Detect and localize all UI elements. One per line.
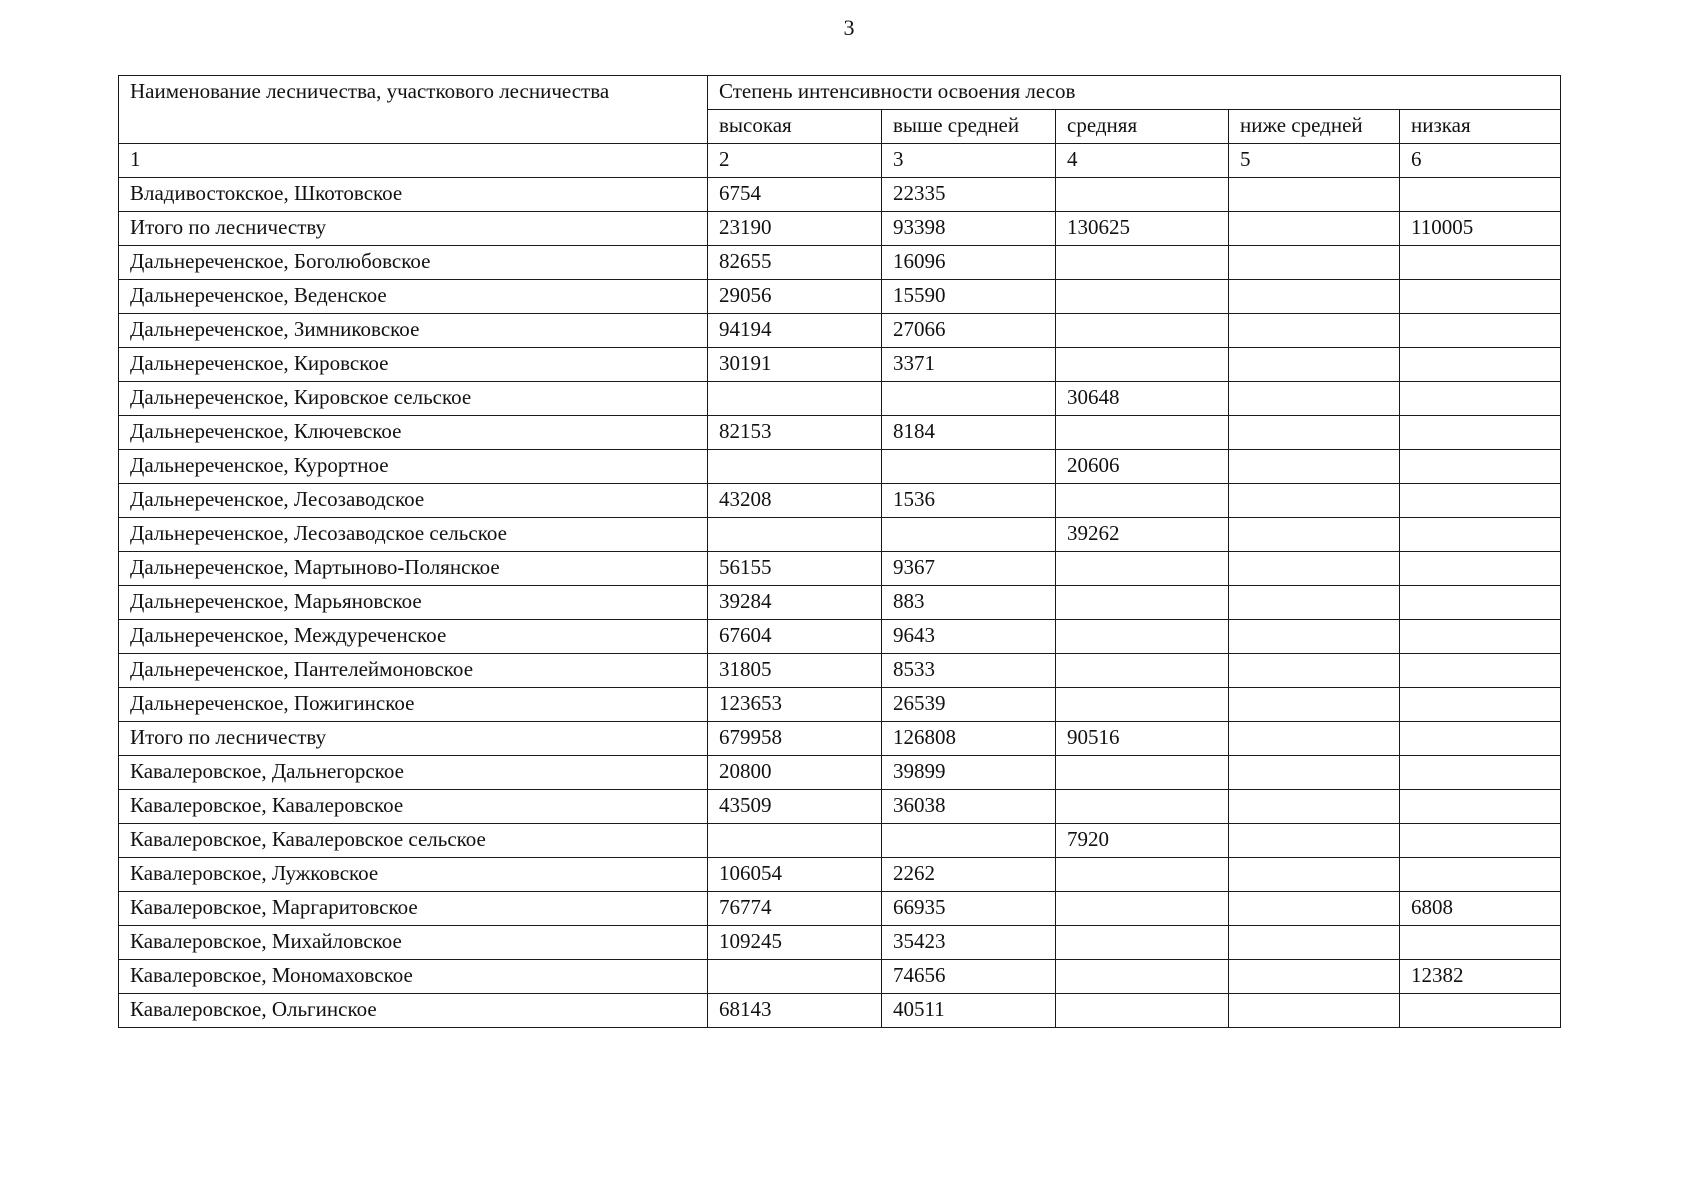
forestry-name-cell: Кавалеровское, Кавалеровское (119, 790, 708, 824)
below-average-value-cell (1229, 756, 1400, 790)
table-row (119, 654, 1561, 688)
column-number: 1 (119, 144, 708, 178)
header-level-average: средняя (1056, 110, 1229, 144)
table-row (119, 246, 1561, 280)
above-average-value-cell: 2262 (882, 858, 1056, 892)
low-value-cell (1400, 348, 1561, 382)
table-row (119, 994, 1561, 1028)
below-average-value-cell (1229, 314, 1400, 348)
below-average-value-cell (1229, 484, 1400, 518)
high-value-cell (708, 382, 882, 416)
header-level-high: высокая (708, 110, 882, 144)
low-value-cell (1400, 280, 1561, 314)
above-average-value-cell: 22335 (882, 178, 1056, 212)
below-average-value-cell (1229, 212, 1400, 246)
table-row (119, 552, 1561, 586)
table-row (119, 348, 1561, 382)
above-average-value-cell: 9643 (882, 620, 1056, 654)
above-average-value-cell: 36038 (882, 790, 1056, 824)
table-row (119, 314, 1561, 348)
table-row (119, 586, 1561, 620)
table-row (119, 416, 1561, 450)
column-number: 5 (1229, 144, 1400, 178)
low-value-cell (1400, 620, 1561, 654)
low-value-cell (1400, 450, 1561, 484)
above-average-value-cell: 74656 (882, 960, 1056, 994)
below-average-value-cell (1229, 688, 1400, 722)
high-value-cell (708, 450, 882, 484)
above-average-value-cell: 1536 (882, 484, 1056, 518)
high-value-cell: 109245 (708, 926, 882, 960)
average-value-cell (1056, 756, 1229, 790)
average-value-cell: 30648 (1056, 382, 1229, 416)
high-value-cell: 106054 (708, 858, 882, 892)
header-name-column: Наименование лесничества, участкового лесничества (119, 76, 708, 144)
above-average-value-cell: 40511 (882, 994, 1056, 1028)
high-value-cell: 29056 (708, 280, 882, 314)
header-row-1 (119, 76, 1561, 110)
average-value-cell: 90516 (1056, 722, 1229, 756)
table-row (119, 722, 1561, 756)
below-average-value-cell (1229, 960, 1400, 994)
below-average-value-cell (1229, 926, 1400, 960)
above-average-value-cell (882, 382, 1056, 416)
low-value-cell (1400, 484, 1561, 518)
below-average-value-cell (1229, 518, 1400, 552)
high-value-cell: 23190 (708, 212, 882, 246)
high-value-cell: 43509 (708, 790, 882, 824)
header-level-below-average: ниже средней (1229, 110, 1400, 144)
above-average-value-cell: 8533 (882, 654, 1056, 688)
average-value-cell (1056, 892, 1229, 926)
above-average-value-cell: 9367 (882, 552, 1056, 586)
low-value-cell: 12382 (1400, 960, 1561, 994)
table-row (119, 212, 1561, 246)
high-value-cell: 82655 (708, 246, 882, 280)
high-value-cell: 43208 (708, 484, 882, 518)
column-number: 6 (1400, 144, 1561, 178)
forestry-name-cell: Дальнереченское, Лесозаводское сельское (119, 518, 708, 552)
low-value-cell: 6808 (1400, 892, 1561, 926)
average-value-cell (1056, 960, 1229, 994)
below-average-value-cell (1229, 620, 1400, 654)
below-average-value-cell (1229, 586, 1400, 620)
average-value-cell (1056, 178, 1229, 212)
below-average-value-cell (1229, 382, 1400, 416)
above-average-value-cell: 39899 (882, 756, 1056, 790)
forestry-name-cell: Кавалеровское, Кавалеровское сельское (119, 824, 708, 858)
forestry-name-cell: Кавалеровское, Мономаховское (119, 960, 708, 994)
forestry-name-cell: Дальнереченское, Междуреченское (119, 620, 708, 654)
forestry-name-cell: Дальнереченское, Кировское (119, 348, 708, 382)
below-average-value-cell (1229, 450, 1400, 484)
column-number: 3 (882, 144, 1056, 178)
high-value-cell: 123653 (708, 688, 882, 722)
average-value-cell (1056, 314, 1229, 348)
table-row (119, 280, 1561, 314)
below-average-value-cell (1229, 246, 1400, 280)
forestry-name-cell: Дальнереченское, Курортное (119, 450, 708, 484)
forest-intensity-table (118, 75, 1561, 1028)
above-average-value-cell: 16096 (882, 246, 1056, 280)
forestry-name-cell: Кавалеровское, Ольгинское (119, 994, 708, 1028)
average-value-cell (1056, 858, 1229, 892)
high-value-cell (708, 960, 882, 994)
average-value-cell (1056, 654, 1229, 688)
low-value-cell: 110005 (1400, 212, 1561, 246)
above-average-value-cell: 27066 (882, 314, 1056, 348)
above-average-value-cell (882, 518, 1056, 552)
low-value-cell (1400, 790, 1561, 824)
below-average-value-cell (1229, 178, 1400, 212)
below-average-value-cell (1229, 790, 1400, 824)
column-number-row (119, 144, 1561, 178)
above-average-value-cell (882, 824, 1056, 858)
average-value-cell (1056, 484, 1229, 518)
forestry-name-cell: Дальнереченское, Боголюбовское (119, 246, 708, 280)
high-value-cell: 56155 (708, 552, 882, 586)
above-average-value-cell: 8184 (882, 416, 1056, 450)
table-row (119, 450, 1561, 484)
forestry-name-cell: Итого по лесничеству (119, 212, 708, 246)
below-average-value-cell (1229, 552, 1400, 586)
below-average-value-cell (1229, 994, 1400, 1028)
forestry-name-cell: Дальнереченское, Мартыново-Полянское (119, 552, 708, 586)
high-value-cell: 82153 (708, 416, 882, 450)
forestry-name-cell: Кавалеровское, Маргаритовское (119, 892, 708, 926)
average-value-cell (1056, 926, 1229, 960)
forestry-name-cell: Дальнереченское, Веденское (119, 280, 708, 314)
above-average-value-cell: 883 (882, 586, 1056, 620)
low-value-cell (1400, 518, 1561, 552)
average-value-cell: 39262 (1056, 518, 1229, 552)
low-value-cell (1400, 246, 1561, 280)
above-average-value-cell: 26539 (882, 688, 1056, 722)
below-average-value-cell (1229, 892, 1400, 926)
header-level-low: низкая (1400, 110, 1561, 144)
below-average-value-cell (1229, 348, 1400, 382)
average-value-cell (1056, 416, 1229, 450)
table-row (119, 858, 1561, 892)
low-value-cell (1400, 926, 1561, 960)
above-average-value-cell: 35423 (882, 926, 1056, 960)
above-average-value-cell: 93398 (882, 212, 1056, 246)
average-value-cell (1056, 620, 1229, 654)
forestry-name-cell: Дальнереченское, Зимниковское (119, 314, 708, 348)
low-value-cell (1400, 688, 1561, 722)
average-value-cell (1056, 280, 1229, 314)
table-row (119, 688, 1561, 722)
average-value-cell: 7920 (1056, 824, 1229, 858)
low-value-cell (1400, 416, 1561, 450)
low-value-cell (1400, 314, 1561, 348)
high-value-cell: 6754 (708, 178, 882, 212)
forestry-name-cell: Дальнереченское, Марьяновское (119, 586, 708, 620)
table-row (119, 484, 1561, 518)
high-value-cell: 31805 (708, 654, 882, 688)
table-row (119, 926, 1561, 960)
below-average-value-cell (1229, 654, 1400, 688)
average-value-cell (1056, 994, 1229, 1028)
forestry-name-cell: Владивостокское, Шкотовское (119, 178, 708, 212)
forestry-name-cell: Дальнереченское, Кировское сельское (119, 382, 708, 416)
below-average-value-cell (1229, 824, 1400, 858)
high-value-cell: 20800 (708, 756, 882, 790)
below-average-value-cell (1229, 416, 1400, 450)
average-value-cell (1056, 790, 1229, 824)
average-value-cell (1056, 688, 1229, 722)
low-value-cell (1400, 756, 1561, 790)
above-average-value-cell: 126808 (882, 722, 1056, 756)
high-value-cell: 76774 (708, 892, 882, 926)
forestry-name-cell: Итого по лесничеству (119, 722, 708, 756)
high-value-cell (708, 824, 882, 858)
column-number: 2 (708, 144, 882, 178)
forestry-name-cell: Дальнереченское, Пожигинское (119, 688, 708, 722)
page-number: 3 (843, 15, 855, 40)
forestry-name-cell: Дальнереченское, Пантелеймоновское (119, 654, 708, 688)
above-average-value-cell: 15590 (882, 280, 1056, 314)
table-row (119, 824, 1561, 858)
below-average-value-cell (1229, 280, 1400, 314)
forestry-name-cell: Кавалеровское, Лужковское (119, 858, 708, 892)
above-average-value-cell: 3371 (882, 348, 1056, 382)
low-value-cell (1400, 382, 1561, 416)
header-level-above-average: выше средней (882, 110, 1056, 144)
high-value-cell: 68143 (708, 994, 882, 1028)
above-average-value-cell (882, 450, 1056, 484)
high-value-cell (708, 518, 882, 552)
forestry-name-cell: Дальнереченское, Лесозаводское (119, 484, 708, 518)
forestry-name-cell: Кавалеровское, Дальнегорское (119, 756, 708, 790)
column-number: 4 (1056, 144, 1229, 178)
low-value-cell (1400, 178, 1561, 212)
low-value-cell (1400, 586, 1561, 620)
header-intensity-group: Степень интенсивности освоения лесов (708, 76, 1561, 110)
high-value-cell: 30191 (708, 348, 882, 382)
table-row (119, 178, 1561, 212)
table-row (119, 756, 1561, 790)
low-value-cell (1400, 722, 1561, 756)
forestry-name-cell: Кавалеровское, Михайловское (119, 926, 708, 960)
table-row (119, 382, 1561, 416)
table-row (119, 960, 1561, 994)
table-row (119, 518, 1561, 552)
low-value-cell (1400, 994, 1561, 1028)
table-row (119, 620, 1561, 654)
average-value-cell: 130625 (1056, 212, 1229, 246)
high-value-cell: 94194 (708, 314, 882, 348)
average-value-cell (1056, 552, 1229, 586)
low-value-cell (1400, 654, 1561, 688)
high-value-cell: 39284 (708, 586, 882, 620)
table-row (119, 790, 1561, 824)
table-row (119, 892, 1561, 926)
above-average-value-cell: 66935 (882, 892, 1056, 926)
average-value-cell (1056, 348, 1229, 382)
average-value-cell: 20606 (1056, 450, 1229, 484)
average-value-cell (1056, 586, 1229, 620)
below-average-value-cell (1229, 722, 1400, 756)
average-value-cell (1056, 246, 1229, 280)
low-value-cell (1400, 552, 1561, 586)
low-value-cell (1400, 858, 1561, 892)
forestry-name-cell: Дальнереченское, Ключевское (119, 416, 708, 450)
high-value-cell: 679958 (708, 722, 882, 756)
below-average-value-cell (1229, 858, 1400, 892)
high-value-cell: 67604 (708, 620, 882, 654)
low-value-cell (1400, 824, 1561, 858)
